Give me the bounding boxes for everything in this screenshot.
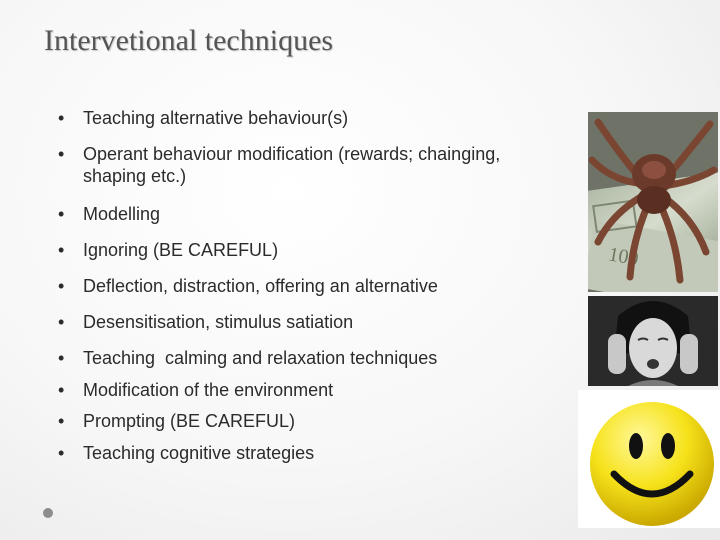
bullet-dot: •	[58, 312, 65, 332]
smiley-face-icon	[578, 390, 720, 528]
bullet-item	[58, 347, 437, 369]
bullet-dot: •	[58, 108, 65, 128]
bullet-text: Prompting (BE CAREFUL)	[83, 411, 296, 431]
bullet-text: Teaching calming and relaxation techniques	[83, 348, 438, 368]
bullet-text: Teaching alternative behaviour(s)	[83, 108, 349, 128]
bullet-item	[58, 275, 438, 297]
bullet-item	[58, 107, 348, 129]
svg-text:100: 100	[606, 243, 641, 271]
smiley-image	[578, 390, 720, 528]
spider-image	[588, 112, 718, 292]
bullet-text: Deflection, distraction, offering an alternative	[83, 276, 438, 296]
bullet-text: Modification of the environment	[83, 380, 334, 400]
bullet-item	[58, 410, 295, 432]
bullet-item	[58, 379, 333, 401]
bullet-text: Teaching cognitive strategies	[83, 443, 315, 463]
bullet-item	[58, 203, 160, 225]
spider-icon	[588, 112, 718, 292]
covering-ears-image	[588, 296, 718, 386]
bullet-text: Modelling	[83, 204, 161, 224]
slide-decoration-dot	[43, 508, 53, 518]
bullet-item	[58, 143, 553, 187]
bullet-dot: •	[58, 380, 65, 400]
bullet-dot: •	[58, 348, 65, 368]
woman-covering-ears-icon	[588, 296, 718, 386]
bullet-dot: •	[58, 411, 65, 431]
bullet-dot: •	[58, 144, 65, 164]
bullet-dot: •	[58, 240, 65, 260]
bullet-text: Operant behaviour modification (rewards; chainging, shaping etc.)	[83, 144, 501, 186]
bullet-item	[58, 311, 353, 333]
bullet-text: Desensitisation, stimulus satiation	[83, 312, 354, 332]
bullet-dot: •	[58, 443, 65, 463]
bullet-text: Ignoring (BE CAREFUL)	[83, 240, 279, 260]
bullet-item	[58, 239, 278, 261]
bullet-dot: •	[58, 276, 65, 296]
bullet-item	[58, 442, 314, 464]
slide-title: Intervetional techniques	[44, 24, 334, 57]
bullet-dot: •	[58, 204, 65, 224]
